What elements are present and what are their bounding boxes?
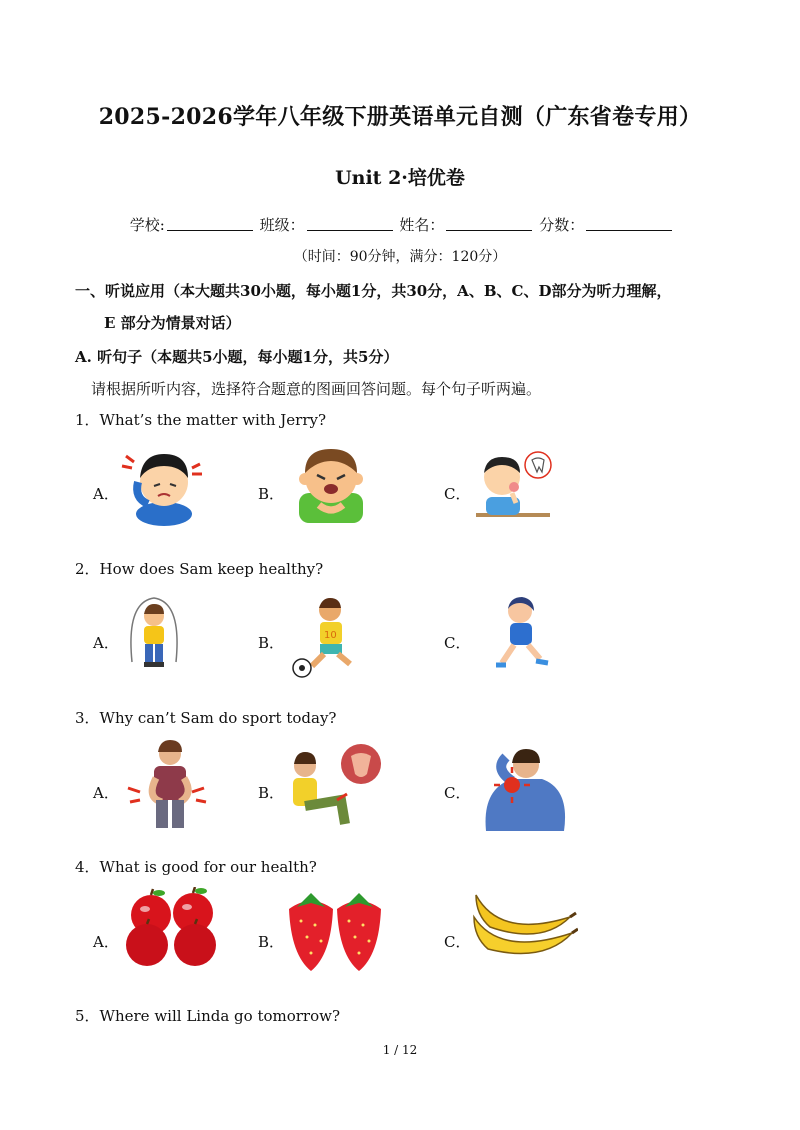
score-label: 分数：	[539, 216, 585, 234]
boy-toothache-icon	[472, 443, 554, 521]
man-shoulder-pain-icon	[472, 745, 580, 831]
time-note: （时间：90分钟，满分：120分）	[293, 249, 507, 265]
school-blank	[167, 216, 253, 231]
section-a-instruction: 请根据所听内容，选择符合题意的图画回答问题。每个句子听两遍。	[91, 380, 542, 398]
man-knee-injury-icon	[285, 740, 383, 830]
score-blank	[586, 216, 672, 231]
question-number: 3．	[75, 709, 100, 727]
q4-option-b-label: B．	[258, 933, 285, 951]
bananas-icon	[470, 887, 578, 971]
question-3	[75, 707, 336, 728]
q4-option-c-label: C．	[444, 933, 471, 951]
document-title: 2025-2026学年八年级下册英语单元自测（广东省卷专用）	[98, 104, 702, 130]
q1-option-c-label: C．	[444, 485, 471, 503]
class-label: 班级：	[259, 216, 305, 234]
question-5	[75, 1005, 340, 1026]
section-1-heading-cont: E 部分为情景对话）	[104, 314, 241, 332]
question-text: Where will Linda go tomorrow?	[99, 1007, 341, 1025]
question-text: How does Sam keep healthy?	[99, 560, 324, 578]
unit-title: Unit 2·培优卷	[335, 167, 465, 189]
page-indicator: 1 / 12	[382, 1043, 418, 1057]
boy-running-icon	[488, 593, 558, 677]
q2-option-c-label: C．	[444, 634, 471, 652]
q4-option-a-label: A．	[93, 933, 119, 951]
section-a-heading: A. 听句子（本题共5小题，每小题1分，共5分）	[75, 348, 399, 366]
question-2	[75, 558, 323, 579]
question-1	[75, 409, 326, 430]
question-number: 4．	[75, 858, 100, 876]
boy-soccer-icon	[290, 594, 368, 678]
strawberries-icon	[285, 885, 385, 973]
girl-jump-rope-icon	[124, 592, 184, 678]
question-text: What is good for our health?	[99, 858, 317, 876]
q3-option-a-label: A．	[93, 784, 119, 802]
section-1-heading: 一、听说应用（本大题共30小题，每小题1分，共30分，A、B、C、D部分为听力理解，	[75, 282, 672, 300]
question-number: 5．	[75, 1007, 100, 1025]
q2-option-a-label: A．	[93, 634, 119, 652]
name-label: 姓名：	[399, 216, 445, 234]
class-blank	[307, 216, 393, 231]
apples-icon	[121, 887, 221, 971]
school-label: 学校:	[129, 216, 165, 234]
name-blank	[446, 216, 532, 231]
question-number: 1．	[75, 411, 100, 429]
student-info-line	[0, 214, 800, 235]
svg-text:10: 10	[324, 630, 337, 641]
question-number: 2．	[75, 560, 100, 578]
boy-headache-icon	[118, 442, 210, 526]
boy-stomachache-icon	[285, 443, 377, 525]
q1-option-b-label: B．	[258, 485, 285, 503]
man-arm-pain-icon	[120, 738, 216, 832]
question-text: Why can’t Sam do sport today?	[99, 709, 337, 727]
q3-option-c-label: C．	[444, 784, 471, 802]
q2-option-b-label: B．	[258, 634, 285, 652]
question-text: What’s the matter with Jerry?	[99, 411, 327, 429]
q3-option-b-label: B．	[258, 784, 285, 802]
question-4	[75, 856, 317, 877]
q1-option-a-label: A．	[93, 485, 119, 503]
